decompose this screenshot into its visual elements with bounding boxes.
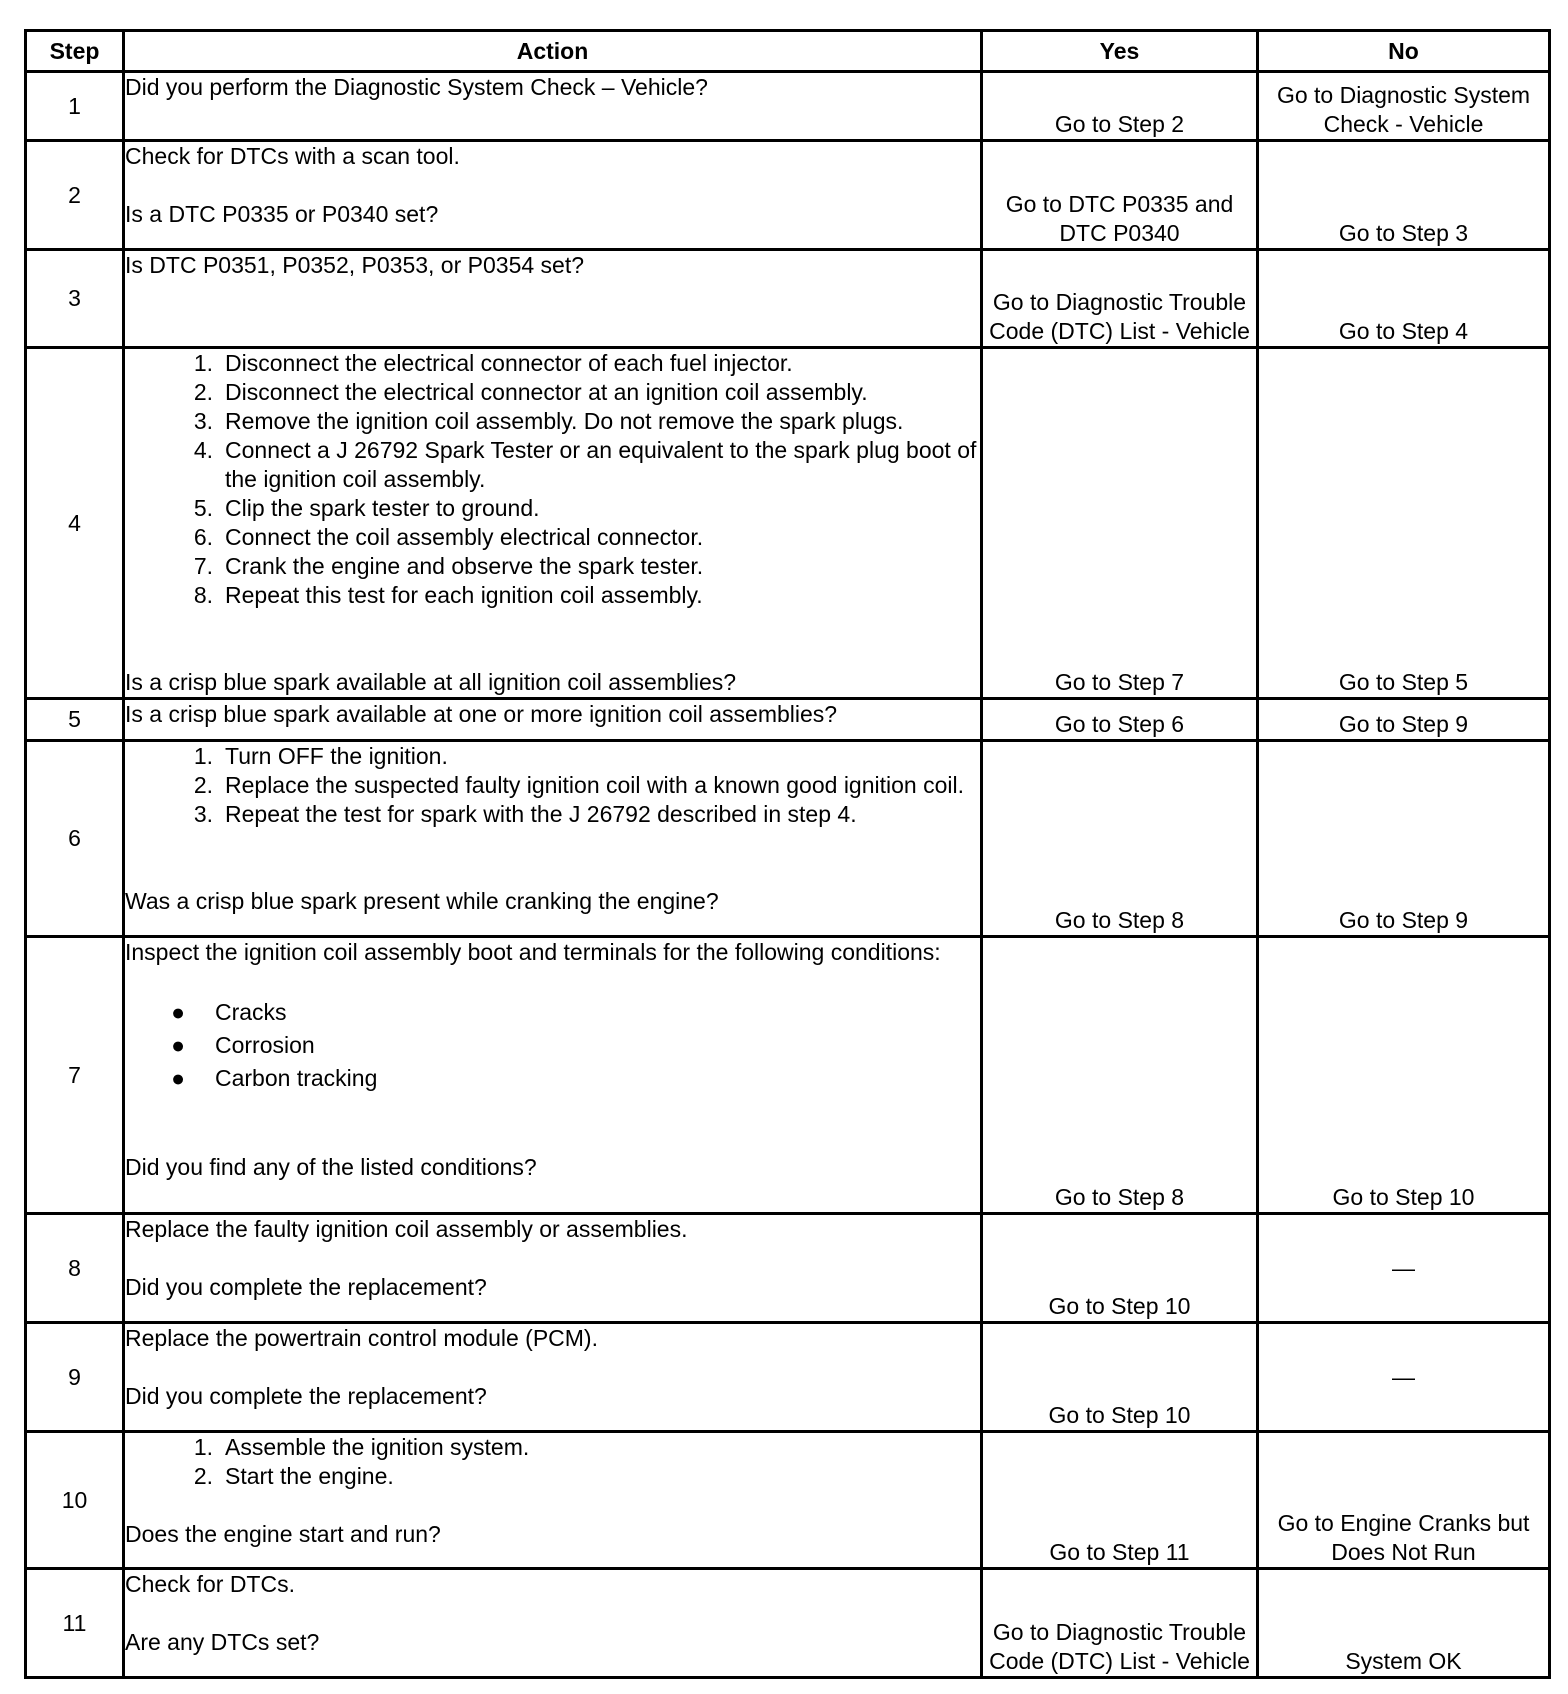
no-result: Go to Step 5 (1258, 348, 1550, 699)
action-question: Is a DTC P0335 or P0340 set? (125, 201, 439, 227)
list-item: 1. Assemble the ignition system. (193, 1434, 530, 1460)
action-cell (124, 1569, 982, 1678)
action-cell (124, 141, 982, 250)
action-cell (124, 937, 982, 1214)
action-question: Did you complete the replacement? (125, 1274, 487, 1300)
action-cell (124, 72, 982, 141)
action-text: Replace the powertrain control module (PCM). (125, 1325, 598, 1351)
action-question: Did you complete the replacement? (125, 1383, 487, 1409)
no-result: — (1258, 1323, 1550, 1432)
table-row (26, 1432, 1550, 1569)
action-text: Is a crisp blue spark available at one or more ignition coil assemblies? (125, 701, 838, 727)
action-text: Is DTC P0351, P0352, P0353, or P0354 set? (125, 252, 585, 278)
yes-result: Go to DTC P0335 and DTC P0340 (982, 141, 1258, 250)
step-number: 1 (26, 72, 124, 141)
list-item: ● Corrosion (171, 1032, 315, 1058)
numbered-list (125, 742, 980, 829)
list-item: 2. Replace the suspected faulty ignition coil with a known good ignition coil. (193, 772, 964, 798)
step-number: 4 (26, 348, 124, 699)
list-item: 3. Repeat the test for spark with the J 26792 described in step 4. (193, 801, 857, 827)
list-item: ● Cracks (171, 999, 287, 1025)
step-number: 3 (26, 250, 124, 348)
no-result: Go to Diagnostic System Check - Vehicle (1258, 72, 1550, 141)
action-text: Did you perform the Diagnostic System Check – Vehicle? (125, 74, 708, 100)
yes-result: Go to Step 11 (982, 1432, 1258, 1569)
action-text: Check for DTCs with a scan tool. (125, 143, 460, 169)
action-cell (124, 741, 982, 937)
table-row (26, 1214, 1550, 1323)
list-item: 5. Clip the spark tester to ground. (193, 495, 540, 521)
step-number: 5 (26, 699, 124, 741)
step-number: 9 (26, 1323, 124, 1432)
list-item: 2. Disconnect the electrical connector at an ignition coil assembly. (193, 379, 868, 405)
no-result: Go to Step 9 (1258, 699, 1550, 741)
action-question: Was a crisp blue spark present while cranking the engine? (125, 888, 719, 914)
list-item: 3. Remove the ignition coil assembly. Do not remove the spark plugs. (193, 408, 904, 434)
list-item: 1. Disconnect the electrical connector of each fuel injector. (193, 350, 793, 376)
yes-result: Go to Step 10 (982, 1214, 1258, 1323)
step-number: 7 (26, 937, 124, 1214)
header-row (26, 31, 1550, 72)
list-item: 2. Start the engine. (193, 1463, 394, 1489)
numbered-list (125, 1433, 980, 1491)
header-step: Step (26, 31, 124, 72)
table-row (26, 250, 1550, 348)
yes-result: Go to Step 10 (982, 1323, 1258, 1432)
yes-result: Go to Step 8 (982, 937, 1258, 1214)
step-number: 2 (26, 141, 124, 250)
list-item: ● Carbon tracking (171, 1065, 378, 1091)
list-item: 8. Repeat this test for each ignition coil assembly. (193, 582, 703, 608)
action-cell (124, 348, 982, 699)
action-cell (124, 699, 982, 741)
header-no: No (1258, 31, 1550, 72)
action-cell (124, 250, 982, 348)
table-row (26, 741, 1550, 937)
diagnostic-table (24, 29, 1551, 1679)
bullet-list (125, 996, 980, 1095)
no-result: Go to Step 10 (1258, 937, 1550, 1214)
action-text: Check for DTCs. (125, 1571, 295, 1597)
yes-result: Go to Step 6 (982, 699, 1258, 741)
action-cell (124, 1214, 982, 1323)
yes-result: Go to Step 2 (982, 72, 1258, 141)
yes-result: Go to Diagnostic Trouble Code (DTC) List - Vehicle (982, 250, 1258, 348)
table-row (26, 72, 1550, 141)
step-number: 10 (26, 1432, 124, 1569)
table-row (26, 699, 1550, 741)
table-row (26, 937, 1550, 1214)
header-yes: Yes (982, 31, 1258, 72)
action-cell (124, 1323, 982, 1432)
no-result: — (1258, 1214, 1550, 1323)
header-action: Action (124, 31, 982, 72)
yes-result: Go to Step 8 (982, 741, 1258, 937)
list-item: 4. Connect a J 26792 Spark Tester or an equivalent to the spark plug boot of the ignition coil assembly. (193, 437, 977, 492)
no-result: Go to Engine Cranks but Does Not Run (1258, 1432, 1550, 1569)
no-result: Go to Step 4 (1258, 250, 1550, 348)
table-row (26, 141, 1550, 250)
table-row (26, 348, 1550, 699)
action-question: Are any DTCs set? (125, 1629, 320, 1655)
yes-result: Go to Diagnostic Trouble Code (DTC) List - Vehicle (982, 1569, 1258, 1678)
numbered-list (125, 349, 980, 610)
step-number: 11 (26, 1569, 124, 1678)
no-result: Go to Step 9 (1258, 741, 1550, 937)
action-text: Replace the faulty ignition coil assembly or assemblies. (125, 1216, 688, 1242)
yes-result: Go to Step 7 (982, 348, 1258, 699)
no-result: Go to Step 3 (1258, 141, 1550, 250)
no-result: System OK (1258, 1569, 1550, 1678)
step-number: 8 (26, 1214, 124, 1323)
action-question: Is a crisp blue spark available at all ignition coil assemblies? (125, 669, 737, 695)
step-number: 6 (26, 741, 124, 937)
table-row (26, 1323, 1550, 1432)
list-item: 7. Crank the engine and observe the spark tester. (193, 553, 704, 579)
action-text: Inspect the ignition coil assembly boot and terminals for the following conditions: (125, 939, 941, 965)
action-cell (124, 1432, 982, 1569)
action-question: Did you find any of the listed conditions? (125, 1154, 537, 1180)
list-item: 6. Connect the coil assembly electrical connector. (193, 524, 704, 550)
list-item: 1. Turn OFF the ignition. (193, 743, 448, 769)
table-row (26, 1569, 1550, 1678)
action-question: Does the engine start and run? (125, 1521, 441, 1547)
